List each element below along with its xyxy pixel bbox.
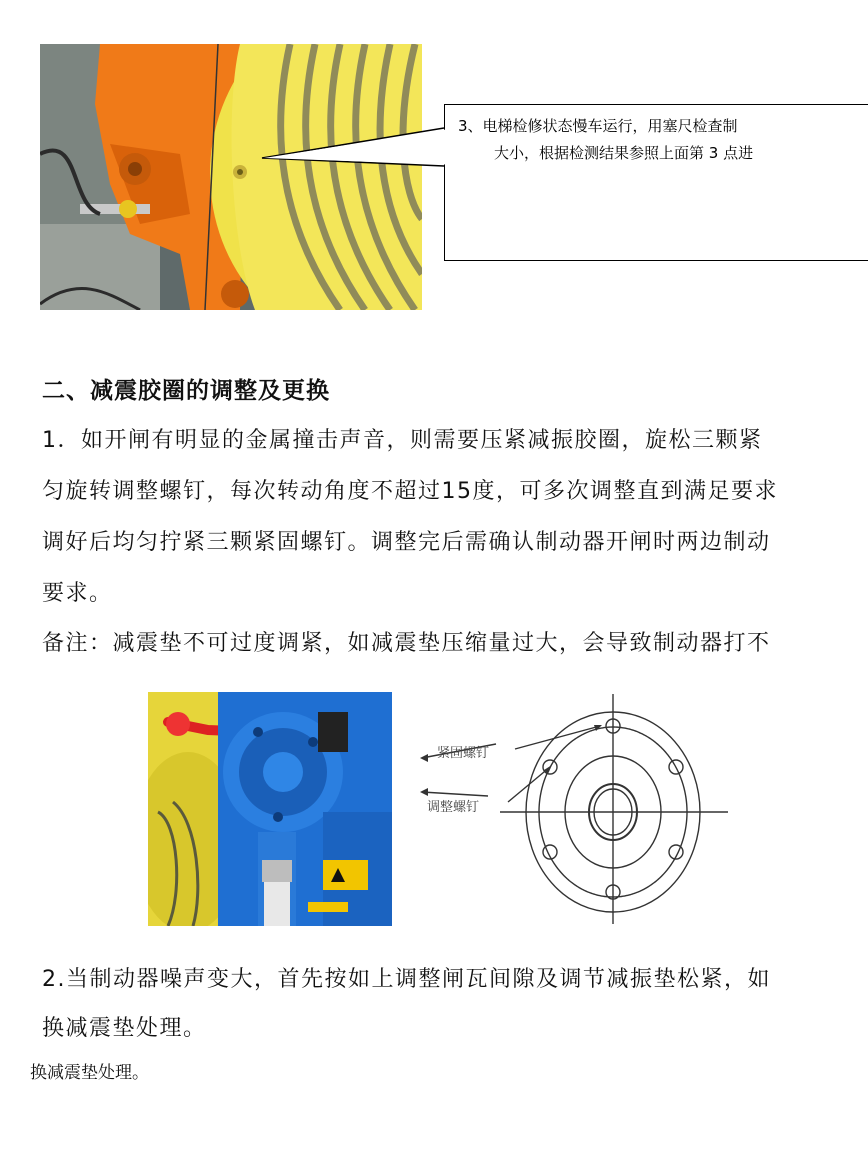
label-fixing-screw: 紧固螺钉 bbox=[437, 746, 490, 761]
paragraph-1-line-2: 匀旋转调整螺钉，每次转动角度不超过15度，可多次调整直到满足要求 bbox=[42, 479, 778, 504]
note-line: 备注：减震垫不可过度调紧，如减震垫压缩量过大，会导致制动器打不 bbox=[42, 631, 771, 656]
callout-line-1: 3、电梯检修状态慢车运行，用塞尺检查制 bbox=[458, 117, 738, 135]
paragraph-2-line-1: 2.当制动器噪声变大，首先按如上调整闸瓦间隙及调节减振垫松紧，如 bbox=[42, 967, 771, 992]
brake-photo-bottom bbox=[148, 692, 392, 926]
paragraph-1-line-3: 调好后均匀拧紧三颗紧固螺钉。调整完后需确认制动器开闸时两边制动 bbox=[42, 530, 771, 555]
callout-text bbox=[458, 113, 868, 167]
paragraph-1-line-4: 要求。 bbox=[42, 581, 113, 606]
footer-note: 换减震垫处理。 bbox=[30, 1063, 149, 1083]
section-heading: 二、减震胶圈的调整及更换 bbox=[42, 378, 330, 404]
paragraph-1-line-1: 1．如开闸有明显的金属撞击声音，则需要压紧减振胶圈，旋松三颗紧 bbox=[42, 428, 763, 453]
label-adjusting-screw: 调整螺钉 bbox=[427, 800, 480, 815]
paragraph-2-line-2: 换减震垫处理。 bbox=[42, 1016, 207, 1041]
callout-line-2: 大小，根据检测结果参照上面第 3 点进 bbox=[494, 144, 754, 162]
